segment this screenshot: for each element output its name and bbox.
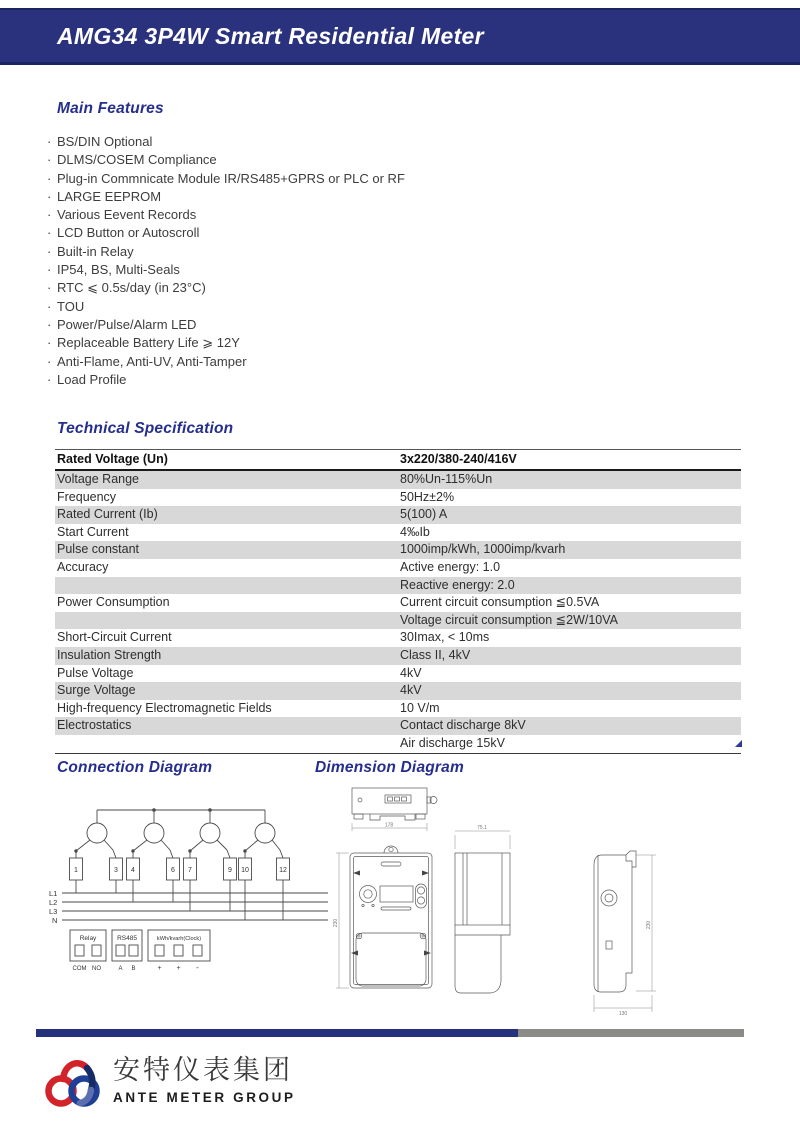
feature-item: · Power/Pulse/Alarm LED [47, 316, 405, 334]
spec-row [55, 541, 741, 559]
spec-row-value: 5(100) A [400, 507, 448, 522]
page-title: AMG34 3P4W Smart Residential Meter [57, 23, 484, 49]
aux-pin-label: COM [72, 966, 87, 972]
feature-item: · Replaceable Battery Life ⩾ 12Y [47, 334, 405, 352]
spec-row-label: Power Consumption [57, 595, 170, 610]
spec-row-value: Class II, 4kV [400, 647, 471, 662]
company-name-cn: 安特仪表集团 [113, 1055, 293, 1086]
spec-row-value: 4‰Ib [400, 524, 430, 539]
terminal-number: 4 [131, 867, 135, 874]
meter-top-view [352, 788, 437, 820]
spec-row-value: 30Imax, < 10ms [400, 630, 490, 645]
spec-header-row [55, 450, 741, 471]
phase-label: L3 [49, 907, 58, 916]
spec-table [55, 449, 741, 754]
feature-item: · BS/DIN Optional [47, 133, 405, 151]
aux-box-title: RS485 [117, 935, 137, 942]
spec-row [55, 577, 741, 595]
terminal-number: 7 [188, 867, 192, 874]
aux-box-title: kWh/kvarh(Clock) [156, 936, 202, 942]
spec-row [55, 682, 741, 700]
terminal-number: 6 [171, 867, 175, 874]
aux-pin-label: - [196, 963, 199, 972]
spec-row-value: Current circuit consumption ≦0.5VA [400, 595, 600, 610]
feature-item: · Anti-Flame, Anti-UV, Anti-Tamper [47, 353, 405, 371]
table-corner-artifact [735, 740, 742, 747]
footer-rule-navy [36, 1029, 518, 1037]
spec-row-value: 50Hz±2% [400, 489, 455, 504]
spec-row [55, 559, 741, 577]
dimension-diagram [330, 783, 790, 1028]
spec-row [55, 735, 741, 753]
dimension-diagram-heading: Dimension Diagram [315, 759, 464, 776]
connection-diagram [48, 798, 338, 976]
aux-pin-label: A [118, 966, 123, 972]
spec-row-label: Electrostatics [57, 718, 132, 733]
dim-label-depth: 75.1 [477, 825, 487, 831]
spec-row [55, 717, 741, 735]
front-view-arrows [351, 871, 431, 956]
feature-item: · Built-in Relay [47, 243, 405, 261]
ante-logo-icon [42, 1049, 106, 1117]
spec-row [55, 489, 741, 507]
dim-label-height: 230 [333, 918, 339, 928]
spec-row-label: High-frequency Electromagnetic Fields [57, 700, 272, 715]
company-block [113, 1056, 296, 1105]
spec-row-value: 10 V/m [400, 700, 440, 715]
spec-row [55, 594, 741, 612]
spec-row-label: Insulation Strength [57, 647, 162, 662]
aux-pin-label: B [131, 966, 136, 972]
spec-row [55, 524, 741, 542]
spec-row [55, 647, 741, 665]
terminal-number: 1 [74, 867, 78, 874]
spec-header-value: 3x220/380-240/416V [398, 450, 741, 471]
feature-item: · Load Profile [47, 371, 405, 389]
phase-label: N [52, 916, 58, 925]
spec-row-label: Pulse Voltage [57, 665, 134, 680]
technical-specification-heading: Technical Specification [57, 420, 234, 437]
terminal-numbers [74, 867, 287, 874]
spec-row-value: Active energy: 1.0 [400, 559, 501, 574]
meter-side-view [455, 853, 510, 993]
feature-item: · LARGE EEPROM [47, 188, 405, 206]
phase-label: L1 [49, 889, 58, 898]
dim-label-width: 178 [384, 822, 394, 829]
aux-pin-label: + [157, 965, 162, 972]
spec-row [55, 629, 741, 647]
spec-row-label [55, 577, 398, 595]
aux-pin-label: + [176, 965, 181, 972]
phase-labels [49, 889, 57, 925]
spec-row [55, 612, 741, 630]
spec-row [55, 665, 741, 683]
feature-item: · Plug-in Commnicate Module IR/RS485+GPRS or PLC or RF [47, 170, 405, 188]
feature-item: · RTC ⩽ 0.5s/day (in 23°C) [47, 279, 405, 297]
spec-row-label: Surge Voltage [57, 683, 136, 698]
spec-row-value: 80%Un-115%Un [400, 472, 493, 486]
title-bar [0, 8, 800, 65]
feature-item: · LCD Button or Autoscroll [47, 224, 405, 242]
spec-row-value: 1000imp/kWh, 1000imp/kvarh [400, 542, 566, 557]
meter-front-view [350, 846, 432, 988]
feature-item: · DLMS/COSEM Compliance [47, 151, 405, 169]
dim-label-height-right: 230 [646, 920, 652, 930]
spec-row-label: Accuracy [57, 559, 109, 574]
terminal-number: 3 [114, 867, 118, 874]
spec-row [55, 506, 741, 524]
spec-row-value: Voltage circuit consumption ≦2W/10VA [400, 612, 618, 627]
footer-rule [36, 1029, 744, 1037]
company-name-en: ANTE METER GROUP [113, 1090, 296, 1105]
spec-row-label: Start Current [57, 524, 129, 539]
spec-row-value: 4kV [400, 665, 422, 680]
spec-row-value: Reactive energy: 2.0 [400, 577, 515, 592]
spec-header-label: Rated Voltage (Un) [55, 450, 398, 471]
spec-row-label [55, 612, 398, 630]
aux-pin-label: NO [92, 966, 101, 972]
dim-label-bottom: 130 [618, 1011, 628, 1017]
feature-item: · IP54, BS, Multi-Seals [47, 261, 405, 279]
feature-item: · Various Eevent Records [47, 206, 405, 224]
spec-row-label: Voltage Range [57, 472, 140, 486]
junction-dots [74, 808, 246, 853]
features-list [47, 133, 405, 389]
footer-rule-gray [518, 1029, 744, 1037]
spec-row-label: Rated Current (Ib) [57, 507, 158, 522]
spec-row-label [55, 735, 398, 753]
phase-label: L2 [49, 898, 58, 907]
terminal-number: 9 [228, 867, 232, 874]
spec-row-label: Short-Circuit Current [57, 630, 172, 645]
terminal-number: 12 [279, 867, 287, 874]
spec-row-value: 4kV [400, 683, 422, 698]
spec-row-value: Air discharge 15kV [400, 735, 505, 750]
spec-table-wrap [55, 449, 741, 754]
connection-diagram-heading: Connection Diagram [57, 759, 213, 776]
spec-row [55, 470, 741, 489]
feature-item: · TOU [47, 298, 405, 316]
aux-box-title: Relay [79, 935, 97, 942]
spec-row-label: Pulse constant [57, 542, 139, 557]
terminal-number: 10 [241, 867, 249, 874]
meter-profile-view [594, 851, 636, 992]
spec-row-value: Contact discharge 8kV [400, 718, 526, 733]
spec-row-label: Frequency [57, 489, 117, 504]
main-features-heading: Main Features [57, 100, 164, 117]
spec-row [55, 700, 741, 718]
